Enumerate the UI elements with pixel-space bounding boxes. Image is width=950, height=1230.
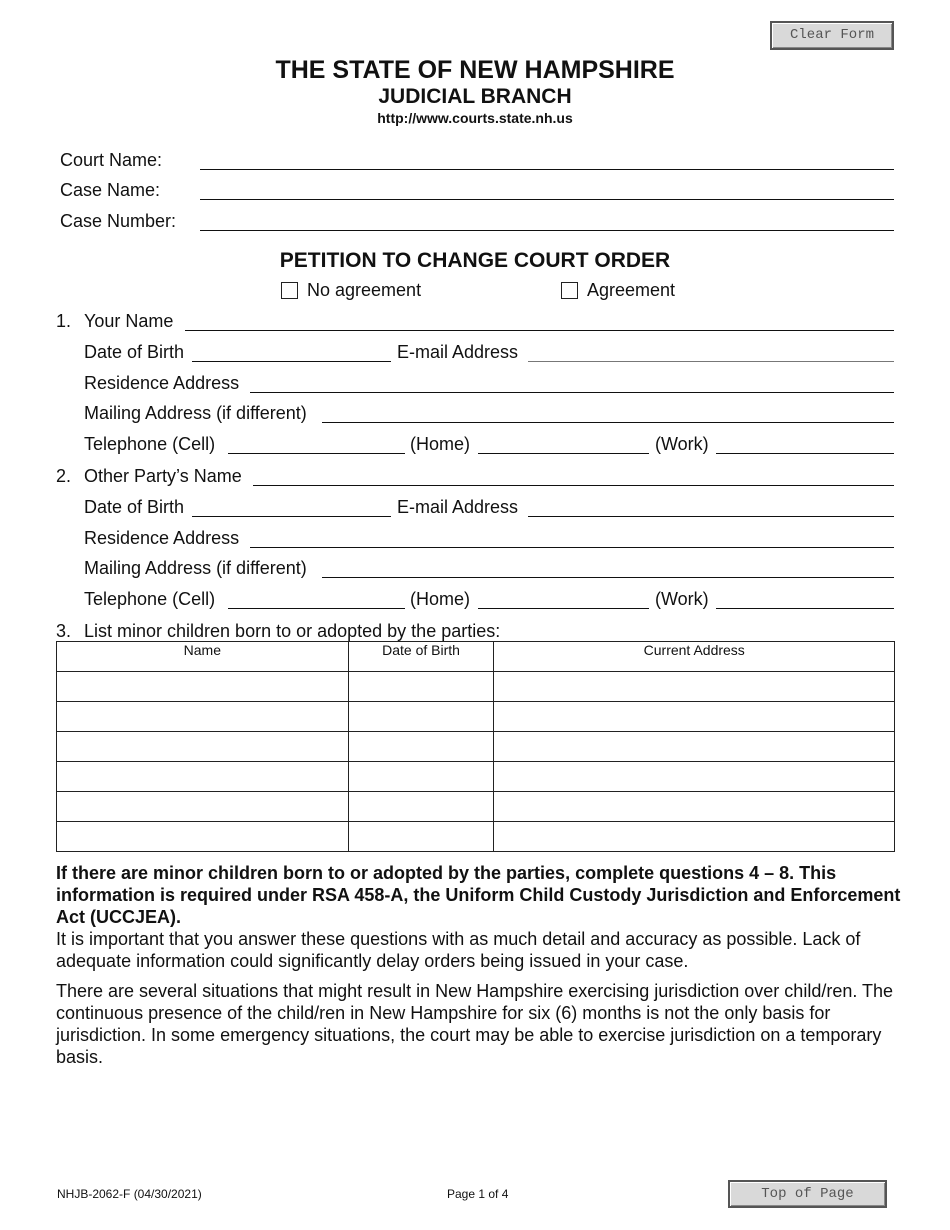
child-name-cell[interactable] [57, 702, 349, 732]
p2-email-field[interactable] [528, 497, 894, 517]
p1-dob-label: Date of Birth [84, 342, 185, 362]
top-of-page-button[interactable]: Top of Page [728, 1180, 887, 1208]
column-header-name: Name [57, 642, 349, 672]
accuracy-notice: It is important that you answer these questions with as much detail and accuracy as possible. Lack of adequate information could significantly delay orders being issued in your case. [56, 929, 861, 971]
children-table-header [57, 642, 895, 672]
branch-heading: JUDICIAL BRANCH [378, 85, 572, 108]
child-address-cell[interactable] [494, 672, 895, 702]
item-1-number: 1. [56, 311, 72, 331]
item-3-number: 3. [56, 621, 72, 641]
table-row [57, 762, 895, 792]
p2-dob-label: Date of Birth [84, 497, 185, 517]
p2-residence-field[interactable] [250, 528, 894, 548]
child-dob-cell[interactable] [348, 702, 494, 732]
child-address-cell[interactable] [494, 762, 895, 792]
column-header-dob: Date of Birth [348, 642, 494, 672]
p2-work-field[interactable] [716, 589, 894, 609]
child-name-cell[interactable] [57, 792, 349, 822]
child-name-cell[interactable] [57, 672, 349, 702]
child-dob-cell[interactable] [348, 672, 494, 702]
table-row [57, 792, 895, 822]
no-agreement-checkbox[interactable] [281, 282, 298, 299]
p1-home-field[interactable] [478, 434, 649, 454]
item-2-number: 2. [56, 466, 72, 486]
child-dob-cell[interactable] [348, 762, 494, 792]
p2-residence-label: Residence Address [84, 528, 240, 548]
p1-cell-label: Telephone (Cell) [84, 434, 216, 454]
p1-work-field[interactable] [716, 434, 894, 454]
p2-home-label: (Home) [410, 589, 471, 609]
p2-cell-label: Telephone (Cell) [84, 589, 216, 609]
form-title: PETITION TO CHANGE COURT ORDER [279, 249, 671, 272]
p1-email-field[interactable] [528, 342, 894, 362]
p1-home-label: (Home) [410, 434, 471, 454]
table-row [57, 732, 895, 762]
p1-mailing-label: Mailing Address (if different) [84, 403, 307, 423]
p2-mailing-label: Mailing Address (if different) [84, 558, 307, 578]
p2-dob-field[interactable] [192, 497, 391, 517]
court-name-field[interactable] [200, 150, 894, 170]
child-name-cell[interactable] [57, 762, 349, 792]
your-name-label: Your Name [84, 311, 174, 331]
clear-form-button[interactable]: Clear Form [770, 21, 894, 50]
agreement-checkbox[interactable] [561, 282, 578, 299]
p2-cell-field[interactable] [228, 589, 405, 609]
p1-dob-field[interactable] [192, 342, 391, 362]
column-header-address: Current Address [494, 642, 895, 672]
p1-cell-field[interactable] [228, 434, 405, 454]
child-dob-cell[interactable] [348, 822, 494, 852]
child-address-cell[interactable] [494, 702, 895, 732]
state-heading: THE STATE OF NEW HAMPSHIRE [275, 56, 675, 84]
p1-residence-label: Residence Address [84, 373, 240, 393]
other-party-name-field[interactable] [253, 466, 894, 486]
children-prompt: List minor children born to or adopted by the parties: [84, 621, 501, 641]
p1-work-label: (Work) [655, 434, 709, 454]
form-id: NHJB-2062-F (04/30/2021) [57, 1187, 202, 1201]
p2-work-label: (Work) [655, 589, 709, 609]
table-row [57, 702, 895, 732]
child-address-cell[interactable] [494, 792, 895, 822]
page-number: Page 1 of 4 [447, 1187, 509, 1201]
p2-email-label: E-mail Address [397, 497, 519, 517]
child-name-cell[interactable] [57, 732, 349, 762]
no-agreement-label: No agreement [307, 280, 422, 300]
court-name-label: Court Name: [60, 150, 163, 170]
p2-home-field[interactable] [478, 589, 649, 609]
court-url: http://www.courts.state.nh.us [377, 110, 573, 126]
case-name-field[interactable] [200, 180, 894, 200]
agreement-label: Agreement [587, 280, 676, 300]
p1-residence-field[interactable] [250, 373, 894, 393]
p1-email-label: E-mail Address [397, 342, 519, 362]
table-row [57, 822, 895, 852]
child-address-cell[interactable] [494, 732, 895, 762]
jurisdiction-notice: There are several situations that might result in New Hampshire exercising jurisdiction over child/ren. The continuous presence of the child/ren in New Hampshire for six (6) months is not the only basis for jurisdiction. In some emergency situations, the court may be able to exercise jurisdiction on a temporary basis. [56, 981, 894, 1067]
child-address-cell[interactable] [494, 822, 895, 852]
child-name-cell[interactable] [57, 822, 349, 852]
uccjea-notice: If there are minor children born to or adopted by the parties, complete questions 4 – 8. This information is required under RSA 458-A, the Uniform Child Custody Jurisdiction and Enforcement Act (UCCJEA). [56, 863, 901, 927]
case-number-label: Case Number: [60, 211, 177, 231]
child-dob-cell[interactable] [348, 792, 494, 822]
your-name-field[interactable] [185, 311, 894, 331]
child-dob-cell[interactable] [348, 732, 494, 762]
other-party-name-label: Other Party’s Name [84, 466, 242, 486]
children-table [56, 641, 895, 852]
p2-mailing-field[interactable] [322, 558, 894, 578]
case-number-field[interactable] [200, 211, 894, 231]
case-name-label: Case Name: [60, 180, 161, 200]
p1-mailing-field[interactable] [322, 403, 894, 423]
table-row [57, 672, 895, 702]
